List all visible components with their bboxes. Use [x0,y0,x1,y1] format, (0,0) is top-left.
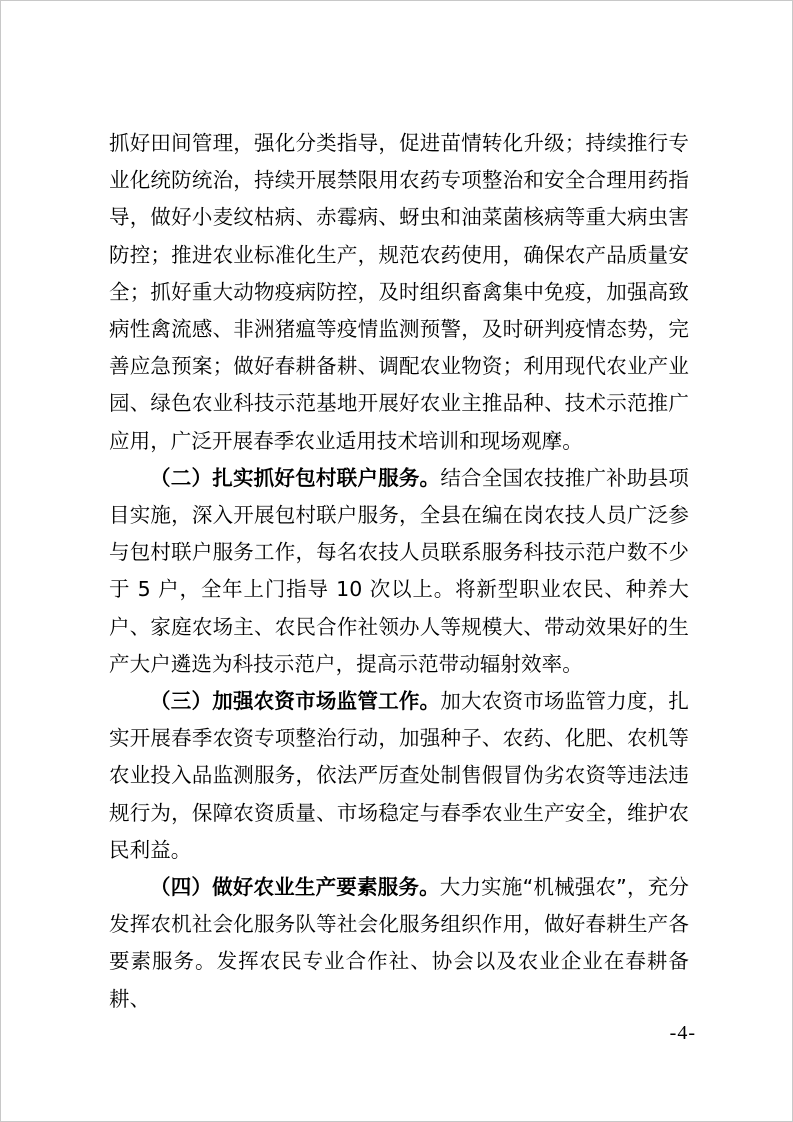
paragraph-1 [109,125,689,460]
document-body [109,125,689,1018]
paragraph-3 [109,683,689,869]
paragraph-4-text: 大力实施“机械强农”，充分发挥农机社会化服务队等社会化服务组织作用，做好春耕生产各要素服务。发挥农民专业合作社、协会以及农业企业在春耕备耕、 [109,875,689,1011]
page-number: -4- [669,1022,696,1044]
paragraph-1-text: 抓好田间管理，强化分类指导，促进苗情转化升级；持续推行专业化统防统治，持续开展禁限用农药专项整治和安全合理用药指导，做好小麦纹枯病、赤霉病、蚜虫和油菜菌核病等重大病虫害防控；推进农业标准化生产，规范农药使用，确保农产品质量安全；抓好重大动物疫病防控，及时组织畜禽集中免疫，加强高致病性禽流感、非洲猪瘟等疫情监测预警，及时研判疫情态势，完善应急预案；做好春耕备耕、调配农业物资；利用现代农业产业园、绿色农业科技示范基地开展好农业主推品种、技术示范推广应用，广泛开展春季农业适用技术培训和现场观摩。 [109,131,689,453]
paragraph-3-text: 加大农资市场监管力度，扎实开展春季农资专项整治行动，加强种子、农药、化肥、农机等农业投入品监测服务，依法严厉查处制售假冒伪劣农资等违法违规行为，保障农资质量、市场稳定与春季农业生产安全，维护农民利益。 [109,689,690,862]
paragraph-2-heading: （二）扎实抓好包村联户服务。 [150,465,441,490]
paragraph-3-heading: （三）加强农资市场监管工作。 [150,689,441,714]
paragraph-2 [109,460,689,683]
paragraph-2-text: 结合全国农技推广补助县项目实施，深入开展包村联户服务，全县在编在岗农技人员广泛参与包村联户服务工作，每名农技人员联系服务科技示范户数不少于 5 户，全年上门指导 10 次以上。将新型职业农民、种养大户、家庭农场主、农民合作社领办人等规模大、带动效果好的生产大户遴选为科技示范户，提高示范带动辐射效率。 [109,465,690,676]
paragraph-4 [109,869,689,1018]
paragraph-4-heading: （四）做好农业生产要素服务。 [150,875,440,900]
